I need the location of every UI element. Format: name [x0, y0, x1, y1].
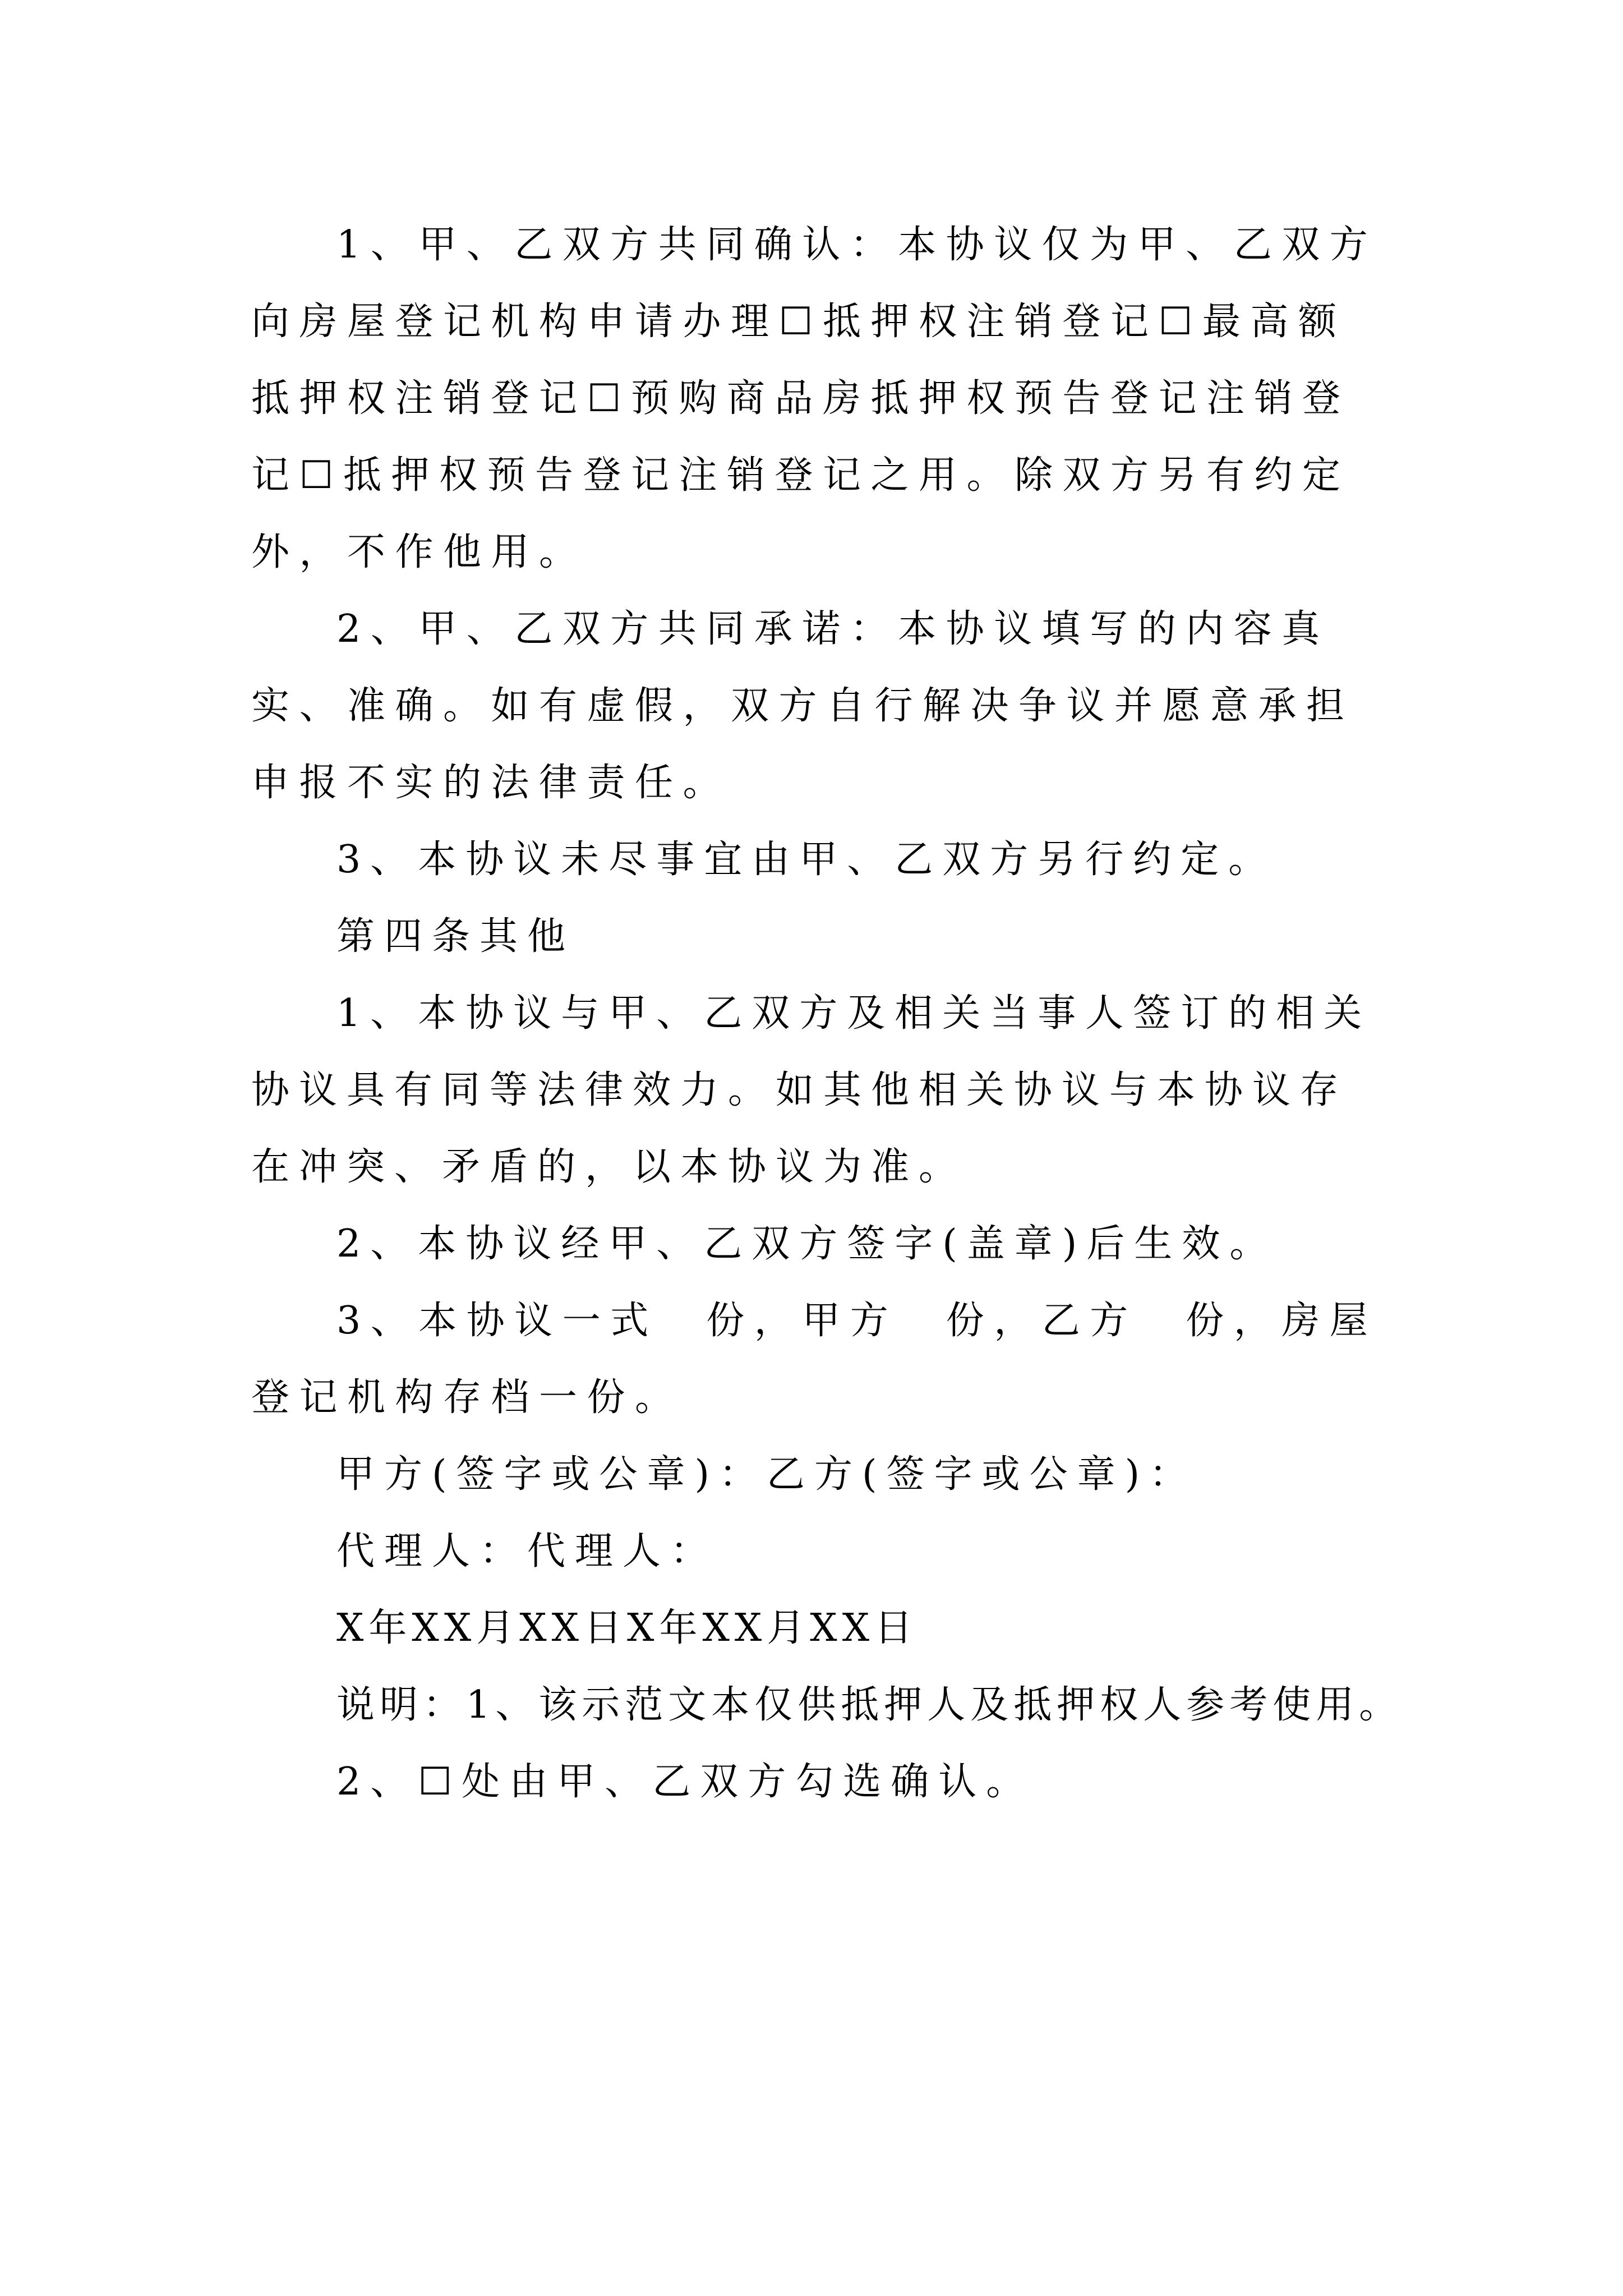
agent-line: 代理人：代理人：	[336, 1529, 718, 1573]
paragraph-copies: 3、本协议一式 份，甲方 份，乙方 份，房屋登记机构存档一份。	[251, 1299, 1378, 1420]
paragraph-commitment: 2、甲、乙双方共同承诺：本协议填写的内容真实、准确。如有虚假，双方自行解决争议并愿意承担申报不实的法律责任。	[251, 607, 1354, 805]
signature-party-line: 甲方(签字或公章)：乙方(签字或公章)：	[336, 1452, 1197, 1497]
paragraph-other-matters: 3、本协议未尽事宜由甲、乙双方另行约定。	[336, 838, 1276, 882]
note-line-1: 说明：1、该示范文本仅供抵押人及抵押权人参考使用。	[336, 1683, 1403, 1727]
section-heading-article-four: 第四条其他	[336, 914, 575, 959]
paragraph-confirmation: 1、甲、乙双方共同确认：本协议仅为甲、乙双方向房屋登记机构申请办理☐抵押权注销登记☐最高额抵押权注销登记☐预购商品房抵押权预告登记注销登记☐抵押权预告登记注销登记之用。除双方另有约定外，不作他用。	[251, 223, 1378, 574]
document-body	[251, 206, 1403, 1820]
date-line: X年XX月XX日X年XX月XX日	[336, 1606, 918, 1650]
note-line-2: 2、☐处由甲、乙双方勾选确认。	[336, 1760, 1034, 1804]
paragraph-effective: 2、本协议经甲、乙双方签字(盖章)后生效。	[336, 1222, 1278, 1266]
paragraph-legal-effect: 1、本协议与甲、乙双方及相关当事人签订的相关协议具有同等法律效力。如其他相关协议与本协议存在冲突、矛盾的，以本协议为准。	[251, 991, 1372, 1189]
